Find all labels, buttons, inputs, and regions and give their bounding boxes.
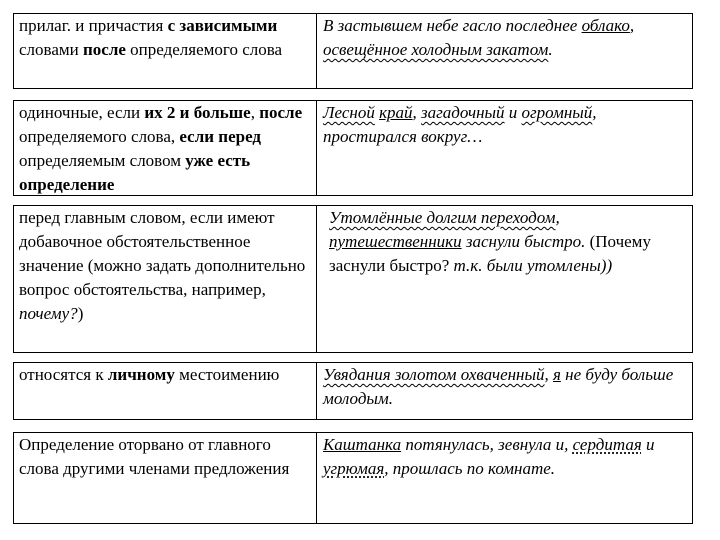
example-cell	[317, 363, 692, 419]
example-cell	[317, 101, 692, 195]
example-attribute: огромный	[521, 103, 593, 122]
rule-text: местоимению	[174, 365, 280, 384]
rule-text: прилаг. и причастия	[19, 16, 168, 35]
example-attribute: освещённое холодным закатом	[323, 40, 549, 59]
rule-italic-text: почему?	[19, 304, 78, 323]
rule-text: )	[77, 304, 84, 323]
example-text: не буду больше молодым.	[323, 365, 674, 408]
rule-text: ,	[250, 103, 260, 122]
example-text: В застывшем небе гасло последнее	[323, 16, 582, 35]
example-text: и	[641, 435, 655, 454]
table-row	[13, 432, 693, 524]
example-text: , прошлась по комнате.	[384, 459, 556, 478]
rule-text: определяемым словом	[19, 151, 186, 170]
rule-text: определяемого слова	[125, 40, 283, 59]
example-attribute: Утомлённые долгим переходом	[329, 208, 556, 227]
example-text: .	[548, 40, 553, 59]
rule-text: словами	[19, 40, 83, 59]
example-attribute: загадочный	[421, 103, 505, 122]
example-attribute: сердитая	[572, 435, 642, 454]
rule-text: одиночные, если	[19, 103, 145, 122]
example-subject: я	[553, 365, 561, 384]
rule-cell	[14, 14, 317, 88]
rule-cell	[14, 363, 317, 419]
example-subject: облако	[581, 16, 630, 35]
rule-cell	[14, 206, 317, 352]
example-text: и	[504, 103, 522, 122]
rule-bold-text: после	[259, 103, 303, 122]
table-row	[13, 362, 693, 420]
example-text: ,	[629, 16, 635, 35]
example-text: ,	[555, 208, 560, 227]
example-text: ,	[412, 103, 422, 122]
rule-bold-text: с зависимыми	[167, 16, 278, 35]
rule-bold-text: их 2 и больше	[144, 103, 251, 122]
example-text: т.к. были утомлены))	[453, 256, 613, 275]
rule-cell	[14, 433, 317, 523]
table-row	[13, 100, 693, 196]
example-question: (Почему заснули быстро?	[329, 232, 651, 275]
example-subject: Каштанка	[323, 435, 402, 454]
example-text: потянулась, зевнула и,	[401, 435, 573, 454]
rule-bold-text: после	[82, 40, 126, 59]
rule-text: определяемого слова,	[19, 127, 180, 146]
example-text: , простирался вокруг…	[323, 103, 597, 146]
rule-text: перед главным словом, если имеют добавочное обстоятельственное значение (можно задать дополнительно вопрос обстоятельства, например,	[19, 208, 306, 299]
rule-bold-text: если перед	[179, 127, 262, 146]
rule-text: Определение оторвано от главного слова другими членами предложения	[19, 435, 290, 478]
example-subject: край	[379, 103, 413, 122]
example-subject: путешественники	[329, 232, 462, 251]
rule-bold-text: уже есть определение	[19, 151, 251, 194]
table-row	[13, 205, 693, 353]
rule-cell	[14, 101, 317, 195]
example-cell	[317, 206, 692, 352]
example-cell	[317, 433, 692, 523]
example-cell	[317, 14, 692, 88]
example-attribute: Увядания золотом охваченный	[323, 365, 545, 384]
example-text: ,	[544, 365, 553, 384]
example-attribute: Лесной	[323, 103, 375, 122]
example-attribute: угрюмая	[323, 459, 385, 478]
table-row	[13, 13, 693, 89]
rule-bold-text: личному	[107, 365, 175, 384]
example-text: заснули быстро.	[461, 232, 590, 251]
rule-text: относятся к	[19, 365, 108, 384]
